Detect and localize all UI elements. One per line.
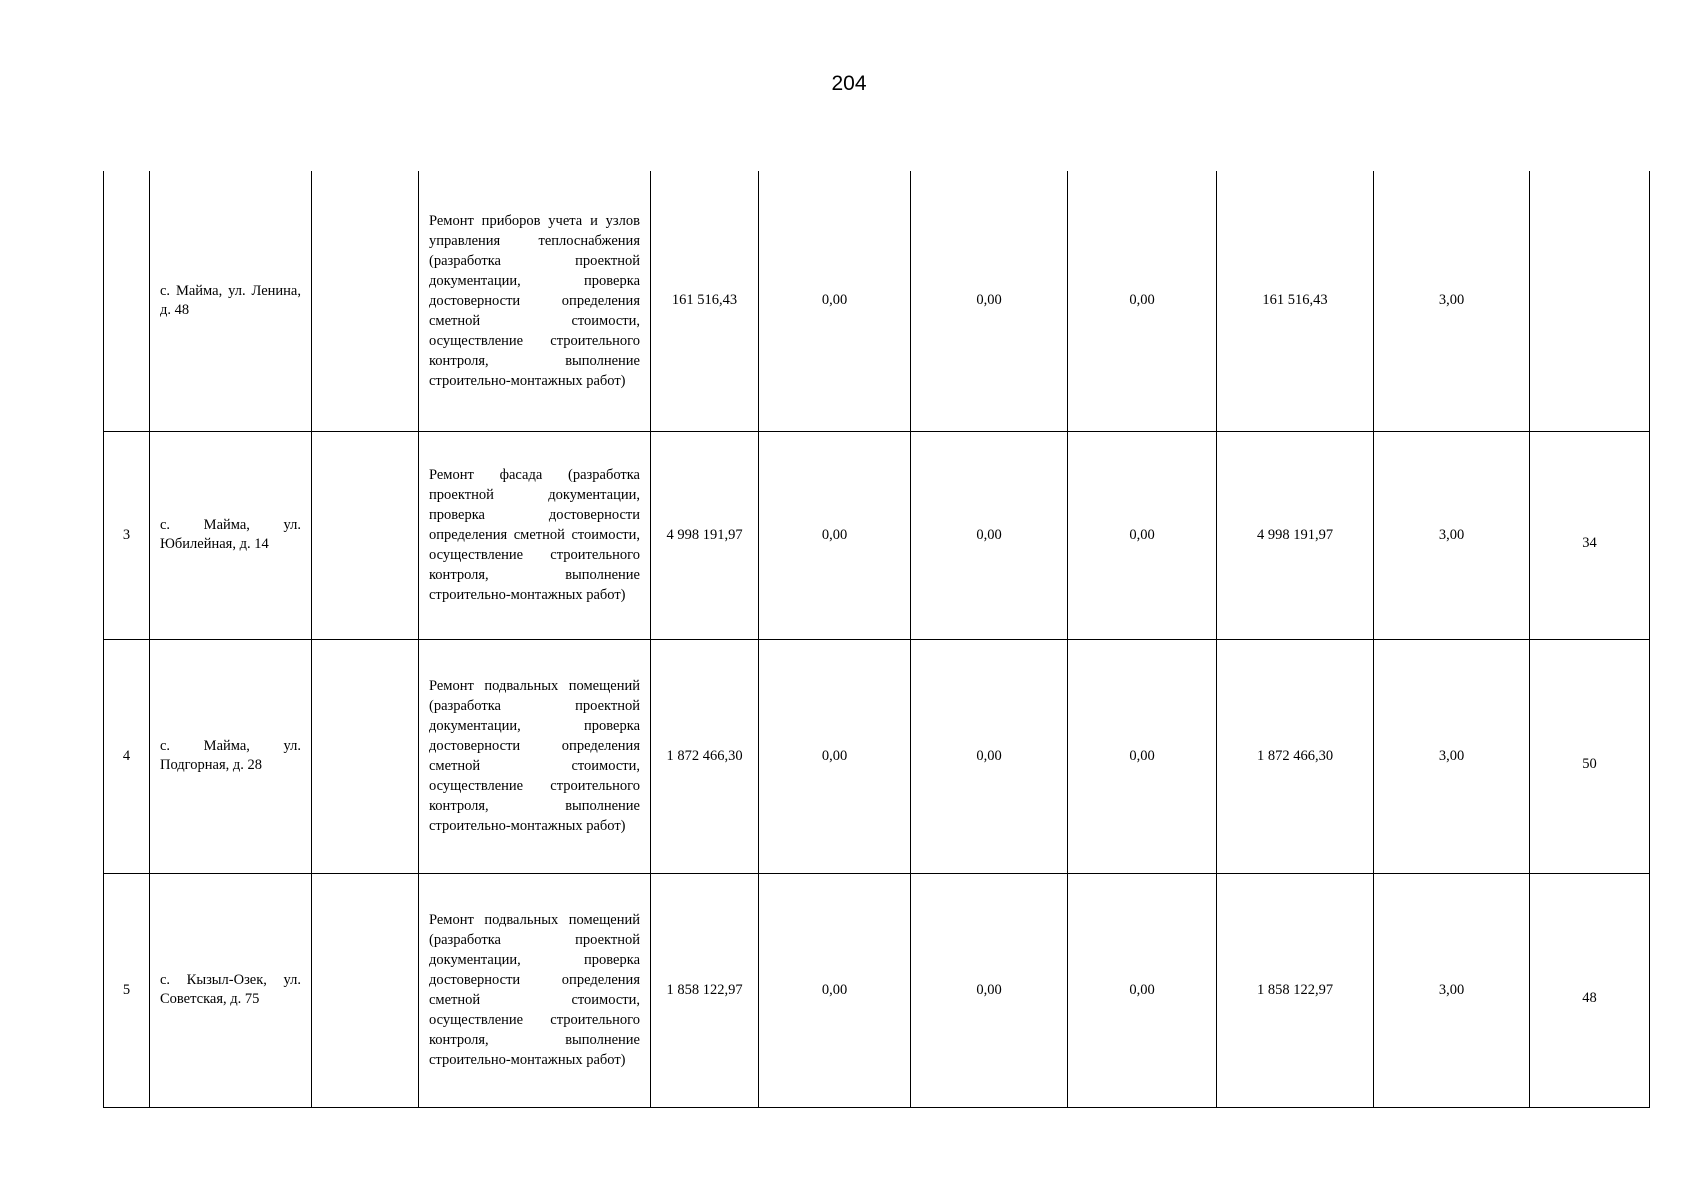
value-cell: 0,00 [759,171,911,431]
table-row [104,171,1650,431]
value-cell: 0,00 [1068,171,1217,431]
rate-cell: 3,00 [1374,873,1530,1107]
rate-cell: 3,00 [1374,639,1530,873]
total-cost-cell: 1 858 122,97 [651,873,759,1107]
empty-cell [312,171,419,431]
repair-plan-table [103,171,1650,1108]
total-cost-cell: 4 998 191,97 [651,431,759,639]
value-cell: 0,00 [759,639,911,873]
value-cell: 0,00 [759,873,911,1107]
value-cell: 0,00 [911,639,1068,873]
value-cell: 0,00 [1068,431,1217,639]
address-cell: с. Кызыл-Озек, ул. Советская, д. 75 [150,873,312,1107]
row-number [104,171,150,431]
table-row [104,431,1650,639]
value-cell: 0,00 [911,431,1068,639]
rate-cell: 3,00 [1374,431,1530,639]
row-number: 3 [104,431,150,639]
work-description-cell: Ремонт подвальных помещений (разработка проектной документации, проверка достоверности определения сметной стоимости, осуществление строительного контроля, выполнение строительно-монтажных работ) [419,873,651,1107]
work-description-cell: Ремонт приборов учета и узлов управления теплоснабжения (разработка проектной документации, проверка достоверности определения сметной стоимости, осуществление строительного контроля, выполнение строительно-монтажных работ) [419,171,651,431]
page-number: 204 [831,72,867,95]
value-cell: 0,00 [759,431,911,639]
table-row [104,873,1650,1107]
fund-cost-cell: 1 872 466,30 [1217,639,1374,873]
value-cell: 0,00 [1068,873,1217,1107]
address-cell: с. Майма, ул. Подгорная, д. 28 [150,639,312,873]
value-cell: 0,00 [911,873,1068,1107]
address-cell: с. Майма, ул. Юбилейная, д. 14 [150,431,312,639]
count-cell: 48 [1530,873,1650,1107]
fund-cost-cell: 1 858 122,97 [1217,873,1374,1107]
work-description-cell: Ремонт подвальных помещений (разработка проектной документации, проверка достоверности определения сметной стоимости, осуществление строительного контроля, выполнение строительно-монтажных работ) [419,639,651,873]
total-cost-cell: 161 516,43 [651,171,759,431]
rate-cell: 3,00 [1374,171,1530,431]
table-row [104,639,1650,873]
value-cell: 0,00 [1068,639,1217,873]
value-cell: 0,00 [911,171,1068,431]
work-description-cell: Ремонт фасада (разработка проектной документации, проверка достоверности определения сметной стоимости, осуществление строительного контроля, выполнение строительно-монтажных работ) [419,431,651,639]
fund-cost-cell: 4 998 191,97 [1217,431,1374,639]
fund-cost-cell: 161 516,43 [1217,171,1374,431]
empty-cell [312,431,419,639]
count-cell [1530,171,1650,431]
empty-cell [312,639,419,873]
total-cost-cell: 1 872 466,30 [651,639,759,873]
count-cell: 50 [1530,639,1650,873]
row-number: 4 [104,639,150,873]
row-number: 5 [104,873,150,1107]
empty-cell [312,873,419,1107]
count-cell: 34 [1530,431,1650,639]
address-cell: с. Майма, ул. Ленина, д. 48 [150,171,312,431]
